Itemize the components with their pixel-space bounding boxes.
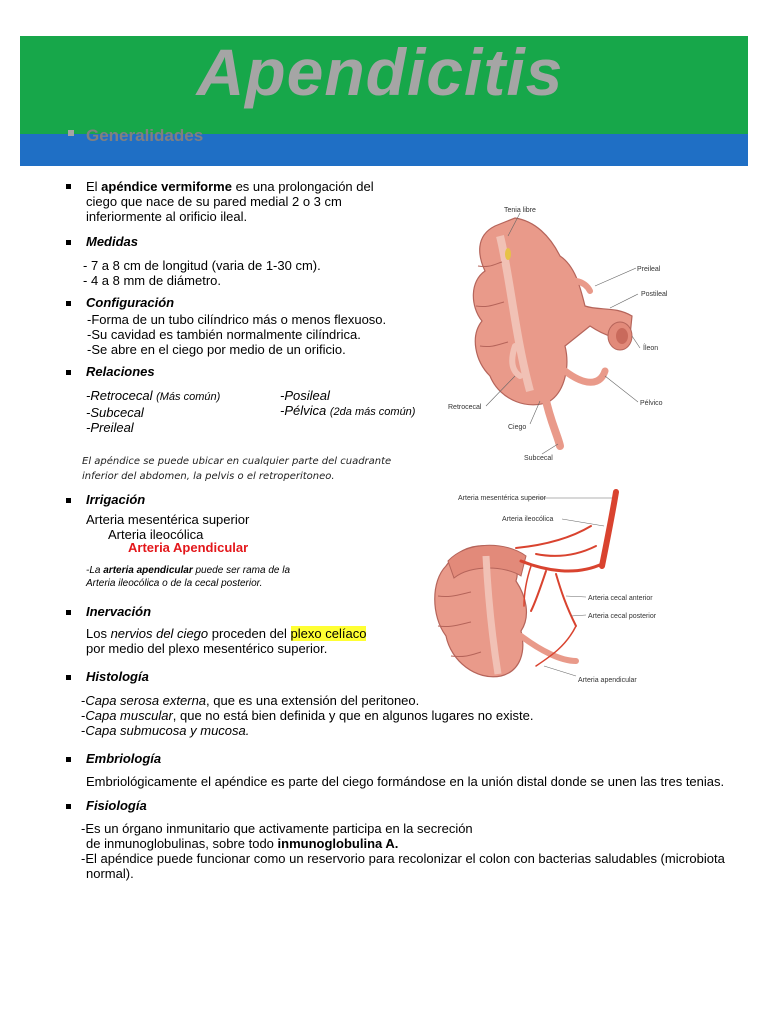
embriologia-text: Embriológicamente el apéndice es parte del ciego formándose en la unión distal donde se unen las tres tenias. bbox=[86, 774, 725, 789]
histologia-list: -Capa serosa externa, que es una extensión del peritoneo. -Capa muscular, que no está bien definida y que en algunos lugares no existe. -Capa submucosa y mucosa. bbox=[81, 693, 534, 738]
label-arteria-apendicular: Arteria apendicular bbox=[578, 677, 637, 684]
bullet-icon bbox=[66, 184, 71, 189]
heading-medidas: Medidas bbox=[86, 234, 139, 249]
colon-illustration bbox=[473, 218, 632, 446]
relaciones-note: El apéndice se puede ubicar en cualquier parte del cuadrante inferior del abdomen, la pelvis o el retroperitoneo. bbox=[82, 456, 392, 482]
intro-text: El apéndice vermiforme es una prolongación del ciego que nace de su pared medial 2 o 3 cm inferiormente al orificio ileal. bbox=[86, 179, 374, 224]
bullet-icon bbox=[68, 130, 74, 136]
relaciones-col2: -Posileal -Pélvica (2da más común) bbox=[280, 388, 416, 418]
label-ciego: Ciego bbox=[508, 424, 527, 431]
section-subtitle: Generalidades bbox=[86, 126, 204, 145]
bullet-icon bbox=[66, 240, 71, 245]
label-tenia-libre: Tenia libre bbox=[504, 207, 536, 214]
bullet-icon bbox=[66, 498, 71, 503]
heading-configuracion: Configuración bbox=[86, 295, 175, 310]
bullet-icon bbox=[66, 804, 71, 809]
irrigacion-l2: Arteria ileocólica bbox=[108, 527, 204, 542]
label-arteria-mesenterica: Arteria mesentérica superior bbox=[458, 495, 546, 502]
heading-embriologia: Embriología bbox=[86, 751, 162, 766]
label-ileon: Íleon bbox=[643, 345, 659, 352]
label-subcecal: Subcecal bbox=[524, 455, 553, 462]
label-arteria-cecal-posterior: Arteria cecal posterior bbox=[588, 613, 657, 620]
configuracion-list: -Forma de un tubo cilíndrico más o menos flexuoso. -Su cavidad es también normalmente cilíndrica. -Se abre en el ciego por medio de un orificio. bbox=[87, 312, 387, 357]
label-pelvico: Pélvico bbox=[640, 400, 663, 407]
heading-relaciones: Relaciones bbox=[86, 364, 155, 379]
label-arteria-ileocolica: Arteria ileocólica bbox=[502, 516, 554, 523]
bullet-icon bbox=[66, 301, 71, 306]
heading-inervacion: Inervación bbox=[86, 604, 152, 619]
bullet-icon bbox=[66, 757, 71, 762]
cecum-illustration bbox=[435, 545, 576, 676]
arterial-supply-figure bbox=[426, 486, 676, 690]
medidas-list: - 7 a 8 cm de longitud (varia de 1-30 cm). - 4 a 8 mm de diámetro. bbox=[83, 258, 321, 288]
fisiologia-text: -Es un órgano inmunitario que activamente participa en la secreción de inmunoglobulinas, sobre todo inmunoglobulina A. -El apéndice puede funcionar como un reservorio para recolonizar el colon con bacterias saludables (microbiota normal). bbox=[81, 821, 725, 881]
irrigacion-l1: Arteria mesentérica superior bbox=[86, 512, 250, 527]
heading-histologia: Histología bbox=[86, 669, 149, 684]
relaciones-col1: -Retrocecal (Más común) -Subcecal -Preileal bbox=[86, 388, 221, 435]
appendix-positions-figure bbox=[440, 196, 680, 468]
inervacion-text: Los nervios del ciego proceden del plexo celíaco por medio del plexo mesentérico superior. bbox=[86, 626, 367, 656]
heading-irrigacion: Irrigación bbox=[86, 492, 146, 507]
irrigacion-l3: Arteria Apendicular bbox=[128, 540, 249, 555]
heading-fisiologia: Fisiología bbox=[86, 798, 147, 813]
page-title: Apendicitis bbox=[196, 35, 564, 109]
irrigacion-note: -La arteria apendicular puede ser rama de la Arteria ileocólica o de la cecal posterior. bbox=[86, 565, 290, 589]
figure2-leaders bbox=[536, 498, 612, 676]
label-postileal: Postileal bbox=[641, 291, 668, 298]
bullet-icon bbox=[66, 610, 71, 615]
label-retrocecal: Retrocecal bbox=[448, 404, 482, 411]
bullet-icon bbox=[66, 370, 71, 375]
label-arteria-cecal-anterior: Arteria cecal anterior bbox=[588, 595, 653, 602]
label-preileal: Preileal bbox=[637, 266, 661, 273]
bullet-icon bbox=[66, 675, 71, 680]
